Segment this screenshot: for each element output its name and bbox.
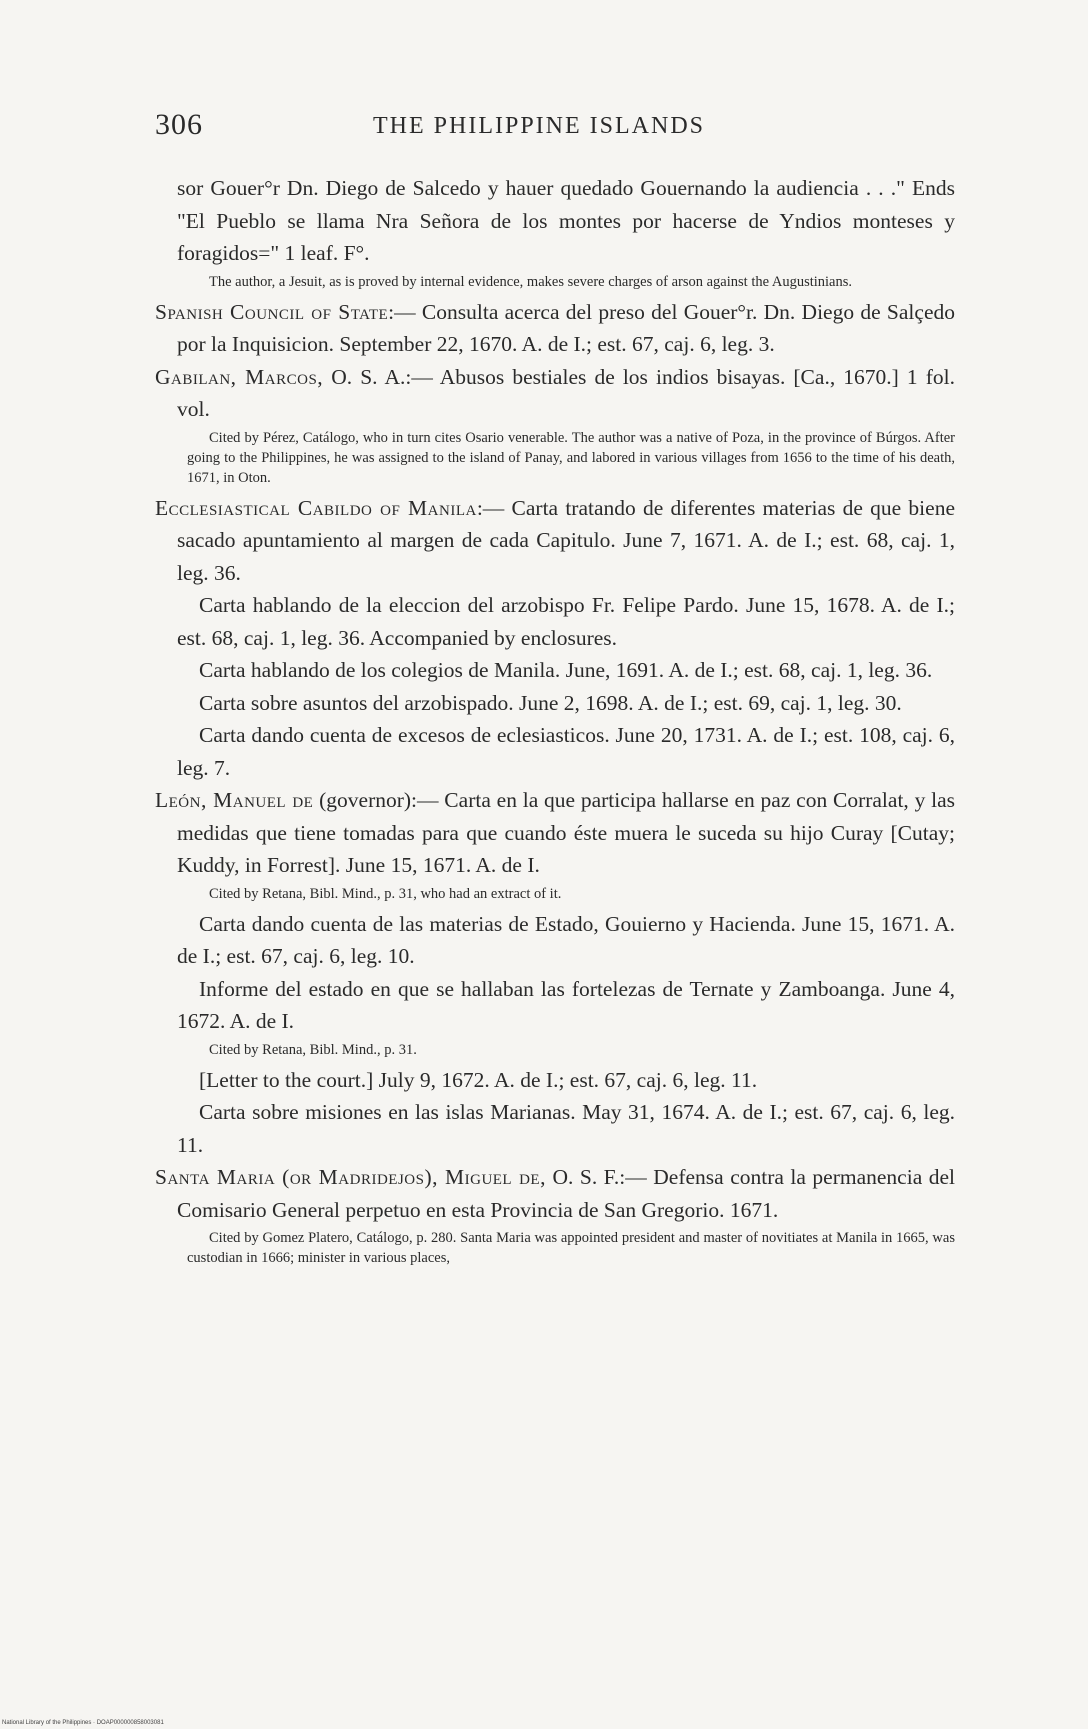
entry-gabilan — [155, 361, 955, 426]
entry-spanish-council — [155, 296, 955, 361]
scan-credit: National Library of the Philippines · DOAP000000858003081 — [2, 1720, 164, 1726]
entry-text: Carta sobre asuntos del arzobispado. June 2, 1698. A. de I.; est. 69, caj. 1, leg. 30. — [199, 690, 902, 715]
sub-fortelezas — [155, 973, 955, 1038]
entry-heading: Ecclesiastical Cabildo of Manila — [155, 495, 477, 520]
note-gomez-platero — [155, 1228, 955, 1268]
entry-text: Carta hablando de la eleccion del arzobispo Fr. Felipe Pardo. June 15, 1678. A. de I.; est. 68, caj. 1, leg. 36. Accompanied by enclosures. — [177, 593, 955, 650]
entry-text: Carta dando cuenta de excesos de eclesiasticos. June 20, 1731. A. de I.; est. 108, caj. 6, leg. 7. — [177, 723, 955, 780]
entry-text: :— Carta tratando de diferentes materias de que biene sacado apuntamiento al margen de cada Capitulo. June 7, 1671. A. de I.; est. 68, caj. 1, leg. 36. — [177, 495, 955, 585]
entry-text: Cited by Retana, Bibl. Mind., p. 31, who had an extract of it. — [209, 885, 562, 902]
entry-text: Carta hablando de los colegios de Manila. June, 1691. A. de I.; est. 68, caj. 1, leg. 36. — [199, 658, 933, 682]
sub-estado — [155, 908, 955, 973]
entry-text: Cited by Pérez, Catálogo, who in turn cites Osario venerable. The author was a native of Poza, in the province of Búrgos. After going to the Philippines, he was assigned to the island of Panay, and labored in various villages from 1656 to the time of his death, 1671, in Oton. — [187, 429, 955, 486]
entry-text: sor Gouer°r Dn. Diego de Salcedo y hauer quedado Gouernando la audiencia . . ." Ends "El Pueblo se llama Nra Señora de los montes por hacerse de Yndios monteses y foragidos=" 1 leaf. F°. — [177, 176, 955, 265]
page-header — [155, 108, 955, 148]
sub-marianas — [155, 1096, 955, 1161]
entry-heading: Gabilan, Marcos, — [155, 364, 324, 389]
running-head: THE PHILIPPINE ISLANDS — [373, 113, 705, 139]
entry-text: Informe del estado en que se hallaban las fortelezas de Ternate y Zamboanga. June 4, 1672. A. de I. — [177, 976, 955, 1033]
entry-text: Cited by Gomez Platero, Catálogo, p. 280. Santa Maria was appointed president and master of novitiates at Manila in 1665, was custodian in 1666; minister in various places, — [187, 1230, 955, 1266]
note-author-jesuit — [155, 272, 955, 292]
entry-text: O. S. F.:— Defensa contra la permanencia del Comisario General perpetuo en esta Provincia de San Gregorio. 1671. — [177, 1165, 955, 1222]
entry-text: Cited by Retana, Bibl. Mind., p. 31. — [209, 1041, 417, 1058]
entry-text: Carta sobre misiones en las islas Marianas. May 31, 1674. A. de I.; est. 67, caj. 6, leg. 11. — [177, 1100, 955, 1157]
note-retana-2 — [155, 1040, 955, 1060]
sub-colegios — [155, 654, 955, 687]
page-body — [155, 172, 955, 1272]
page-number: 306 — [155, 108, 203, 141]
note-perez — [155, 428, 955, 488]
entry-text: O. S. A.:— Abusos bestiales de los indios bisayas. [Ca., 1670.] 1 fol. vol. — [177, 364, 955, 421]
entry-text: Carta dando cuenta de las materias de Estado, Gouierno y Hacienda. June 15, 1671. A. de I.; est. 67, caj. 6, leg. 10. — [177, 911, 955, 968]
sub-excesos — [155, 719, 955, 784]
entry-heading: León, Manuel de — [155, 788, 314, 812]
sub-letter-court — [155, 1064, 955, 1097]
entry-heading: Spanish Council of State — [155, 299, 389, 324]
entry-cabildo-manila — [155, 492, 955, 590]
entry-heading: Santa Maria (or Madridejos), Miguel de, — [155, 1165, 546, 1189]
note-retana-1 — [155, 884, 955, 904]
sub-eleccion-arzobispo — [155, 589, 955, 654]
sub-arzobispado — [155, 687, 955, 720]
entry-leon — [155, 784, 955, 882]
entry-text: The author, a Jesuit, as is proved by internal evidence, makes severe charges of arson against the Augustinians. — [209, 273, 853, 290]
entry-text: [Letter to the court.] July 9, 1672. A. de I.; est. 67, caj. 6, leg. 11. — [199, 1067, 758, 1092]
text-continuation — [155, 172, 955, 270]
entry-text: :— Consulta acerca del preso del Gouer°r. Dn. Diego de Salçedo por la Inquisicion. September 22, 1670. A. de I.; est. 67, caj. 6, leg. 3. — [177, 299, 955, 356]
entry-santa-maria — [155, 1161, 955, 1226]
entry-text: (governor):— Carta en la que participa hallarse en paz con Corralat, y las medidas que tiene tomadas para que cuando éste muera le suceda su hijo Curay [Cutay; Kuddy, in Forrest]. June 15, 1671. A. de I. — [177, 788, 955, 877]
